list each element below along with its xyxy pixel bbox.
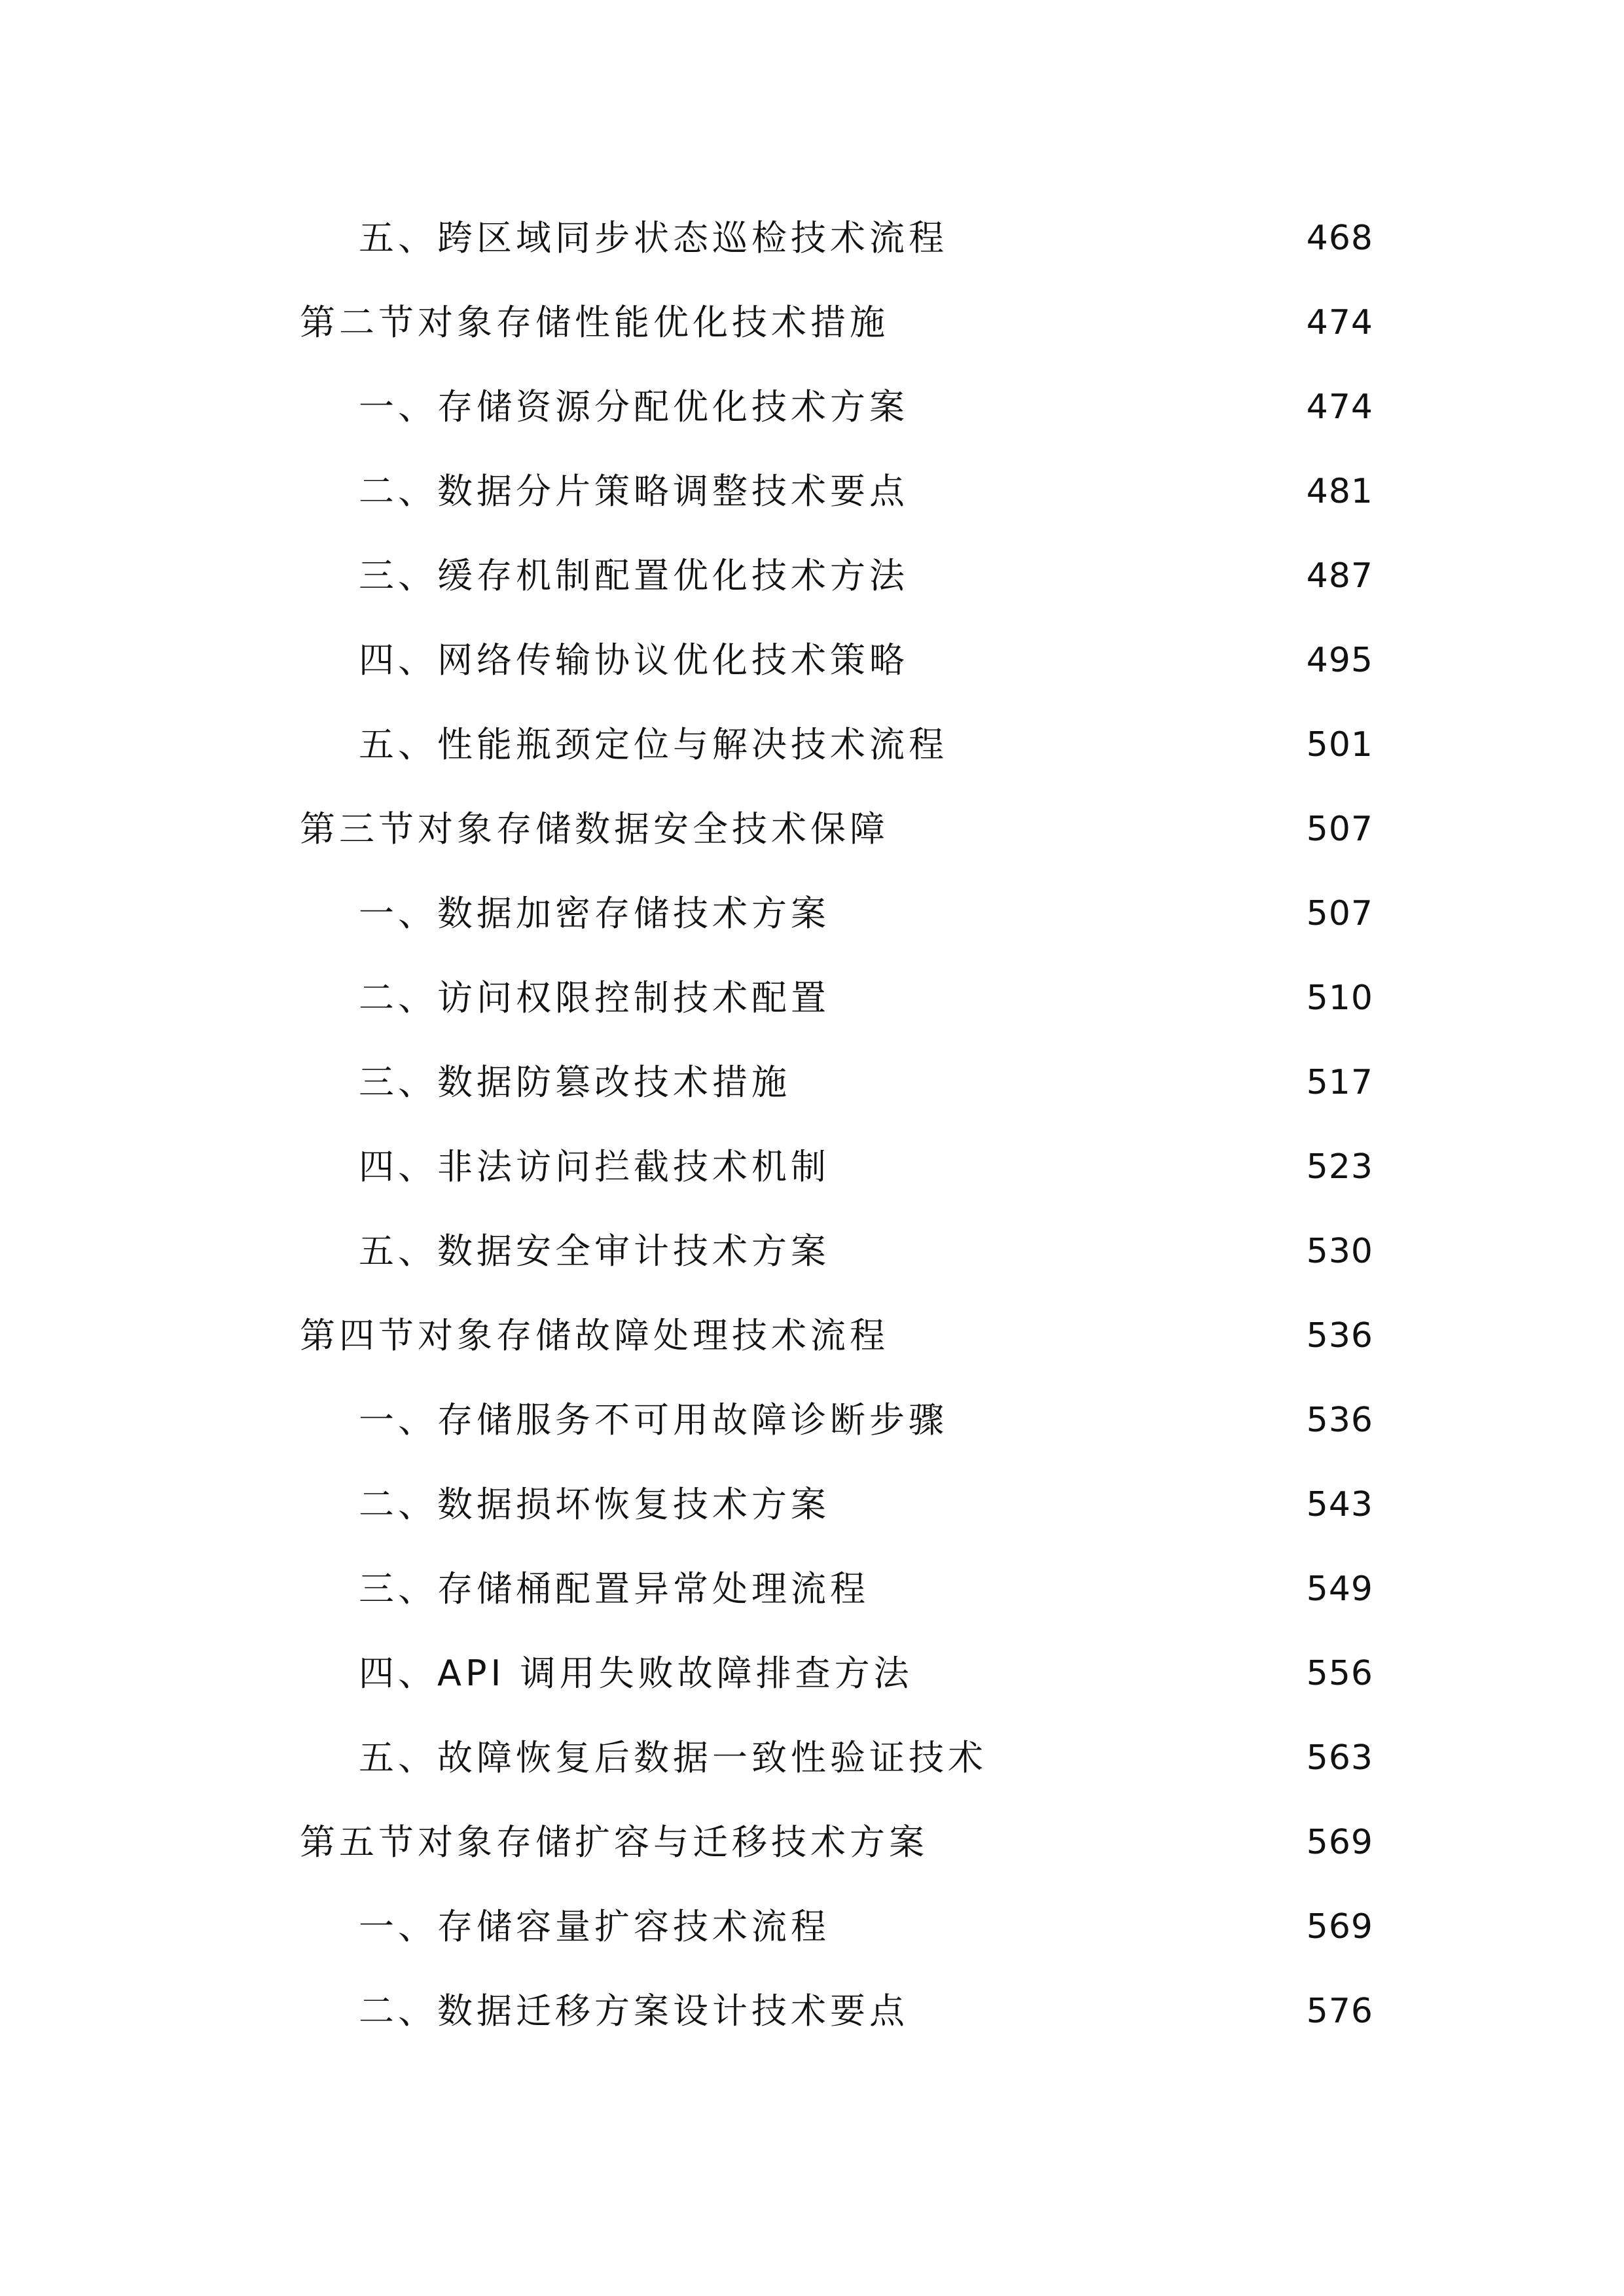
dot-leader xyxy=(917,1641,1303,1706)
toc-entry-page: 569 xyxy=(1306,1823,1373,1862)
toc-entry-title: 一、存储容量扩容技术流程 xyxy=(359,1906,830,1947)
dot-leader xyxy=(834,965,1303,1031)
dot-leader xyxy=(932,1810,1303,1875)
toc-entry[interactable] xyxy=(359,881,1373,946)
dot-leader xyxy=(893,1303,1303,1369)
toc-entry[interactable] xyxy=(359,628,1373,693)
toc-entry-page: 543 xyxy=(1306,1485,1373,1524)
toc-entry[interactable] xyxy=(359,1219,1373,1284)
toc-entry[interactable] xyxy=(300,797,1373,862)
toc-entry-title: 一、数据加密存储技术方案 xyxy=(359,893,830,934)
dot-leader xyxy=(991,1725,1303,1791)
toc-entry-title: 第二节对象存储性能优化技术措施 xyxy=(300,302,889,343)
toc-entry[interactable] xyxy=(359,1641,1373,1706)
toc-entry-page: 556 xyxy=(1306,1654,1373,1693)
toc-entry[interactable] xyxy=(359,1556,1373,1622)
toc-entry-title: 第五节对象存储扩容与迁移技术方案 xyxy=(300,1821,928,1863)
toc-entry-title: 二、数据损坏恢复技术方案 xyxy=(359,1484,830,1525)
dot-leader xyxy=(912,1979,1303,2044)
dot-leader xyxy=(834,1472,1303,1537)
toc-entry-page: 481 xyxy=(1306,472,1373,511)
toc-entry-page: 569 xyxy=(1306,1907,1373,1946)
toc-entry[interactable] xyxy=(359,543,1373,609)
dot-leader xyxy=(952,1388,1303,1453)
toc-entry[interactable] xyxy=(300,1810,1373,1875)
dot-leader xyxy=(893,797,1303,862)
dot-leader xyxy=(873,1556,1303,1622)
toc-entry-page: 510 xyxy=(1306,978,1373,1018)
toc-entry-title: 一、存储服务不可用故障诊断步骤 xyxy=(359,1399,948,1441)
toc-entry[interactable] xyxy=(359,459,1373,524)
toc-entry-page: 576 xyxy=(1306,1992,1373,2031)
toc-entry-page: 549 xyxy=(1306,1570,1373,1609)
toc-entry[interactable] xyxy=(359,1894,1373,1960)
toc-entry-title: 三、数据防篡改技术措施 xyxy=(359,1062,791,1103)
toc-entry-title: 三、存储桶配置异常处理流程 xyxy=(359,1568,869,1609)
toc-entry-page: 523 xyxy=(1306,1147,1373,1187)
toc-entry-page: 536 xyxy=(1306,1401,1373,1440)
toc-entry-page: 487 xyxy=(1306,556,1373,596)
toc-entry[interactable] xyxy=(359,712,1373,778)
toc-entry-title: 五、故障恢复后数据一致性验证技术 xyxy=(359,1737,987,1778)
toc-entry-title: 四、网络传输协议优化技术策略 xyxy=(359,639,909,681)
toc-entry-title: 五、跨区域同步状态巡检技术流程 xyxy=(359,217,948,259)
toc-entry[interactable] xyxy=(359,1979,1373,2044)
toc-entry-page: 536 xyxy=(1306,1316,1373,1355)
toc-entry[interactable] xyxy=(359,374,1373,440)
dot-leader xyxy=(834,1894,1303,1960)
dot-leader xyxy=(893,290,1303,355)
toc-entry-page: 507 xyxy=(1306,810,1373,849)
toc-entry[interactable] xyxy=(300,1303,1373,1369)
toc-entry[interactable] xyxy=(359,1725,1373,1791)
toc-entry[interactable] xyxy=(359,1134,1373,1200)
toc-entry-page: 507 xyxy=(1306,894,1373,933)
dot-leader xyxy=(834,1219,1303,1284)
dot-leader xyxy=(834,1134,1303,1200)
toc-entry-page: 563 xyxy=(1306,1738,1373,1778)
toc-entry-page: 468 xyxy=(1306,219,1373,258)
dot-leader xyxy=(912,374,1303,440)
toc-entry[interactable] xyxy=(359,206,1373,271)
toc-entry[interactable] xyxy=(359,1472,1373,1537)
toc-entry-page: 530 xyxy=(1306,1232,1373,1271)
dot-leader xyxy=(952,712,1303,778)
toc-entry-page: 495 xyxy=(1306,641,1373,680)
toc-entry-page: 474 xyxy=(1306,303,1373,342)
toc-entry-title: 五、数据安全审计技术方案 xyxy=(359,1230,830,1272)
toc-entry[interactable] xyxy=(359,1050,1373,1115)
dot-leader xyxy=(912,459,1303,524)
toc-entry-title: 二、访问权限控制技术配置 xyxy=(359,977,830,1018)
toc-entry[interactable] xyxy=(359,1388,1373,1453)
toc-entry[interactable] xyxy=(359,965,1373,1031)
dot-leader xyxy=(952,206,1303,271)
dot-leader xyxy=(795,1050,1303,1115)
toc-entry-page: 474 xyxy=(1306,387,1373,427)
toc-entry-title: 二、数据迁移方案设计技术要点 xyxy=(359,1990,909,2032)
dot-leader xyxy=(912,543,1303,609)
toc-entry-title: 第三节对象存储数据安全技术保障 xyxy=(300,808,889,850)
toc-entry-title: 三、缓存机制配置优化技术方法 xyxy=(359,555,909,596)
toc-entry-page: 517 xyxy=(1306,1063,1373,1102)
dot-leader xyxy=(912,628,1303,693)
toc-entry-title: 四、非法访问拦截技术机制 xyxy=(359,1146,830,1187)
toc-entry-title: 五、性能瓶颈定位与解决技术流程 xyxy=(359,724,948,765)
toc-entry-title: 四、API 调用失败故障排查方法 xyxy=(359,1653,913,1694)
toc-entry-page: 501 xyxy=(1306,725,1373,764)
toc-entry-title: 二、数据分片策略调整技术要点 xyxy=(359,471,909,512)
toc-entry-title: 第四节对象存储故障处理技术流程 xyxy=(300,1315,889,1356)
dot-leader xyxy=(834,881,1303,946)
toc-entry-title: 一、存储资源分配优化技术方案 xyxy=(359,386,909,427)
toc-entry[interactable] xyxy=(300,290,1373,355)
